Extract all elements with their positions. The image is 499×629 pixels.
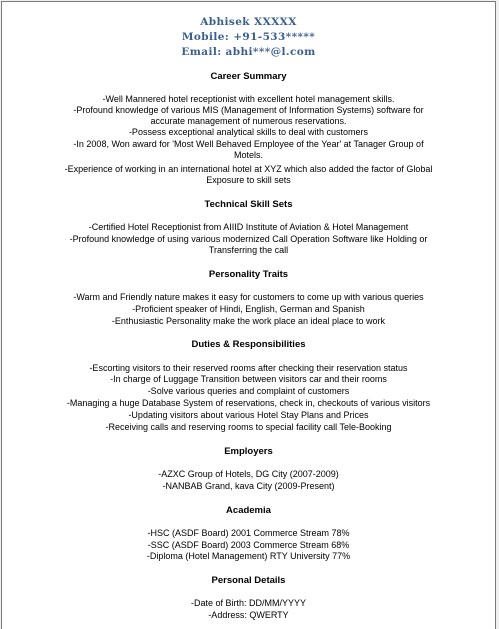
section-title-personality-traits: Personality Traits <box>208 269 289 280</box>
career-summary-line: Exposure to skill sets <box>206 175 291 185</box>
academia-line: -SSC (ASDF Board) 2003 Commerce Stream 68% <box>147 540 350 550</box>
employers-line: -NANBAB Grand, kava City (2009-Present) <box>162 481 335 491</box>
personal-details-line: -Date of Birth: DD/MM/YYYY <box>190 598 307 608</box>
career-summary-line: -Well Mannered hotel receptionist with excellent hotel management skills. <box>102 94 395 104</box>
mobile-number: Mobile: +91-533***** <box>181 31 316 43</box>
personal-details-line: -Address: QWERTY <box>208 610 289 620</box>
personality-traits-line: -Enthusiastic Personality make the work place an ideal place to work <box>111 316 386 326</box>
section-title-technical-skills: Technical Skill Sets <box>204 199 293 210</box>
section-title-career-summary: Career Summary <box>210 71 287 82</box>
academia-line: -HSC (ASDF Board) 2001 Commerce Stream 78% <box>147 528 350 538</box>
personality-traits-line: -Warm and Friendly nature makes it easy for customers to come up with various queries <box>73 292 424 302</box>
technical-skills-line: Transferring the call <box>208 245 289 255</box>
career-summary-line: -Experience of working in an international hotel at XYZ which also added the factor of Global <box>64 164 433 174</box>
personality-traits-line: -Proficient speaker of Hindi, English, German and Spanish <box>132 304 365 314</box>
email-address: Email: abhi***@l.com <box>181 46 316 58</box>
duties-line: -Managing a huge Database System of reservations, check in, checkouts of various visitors <box>66 398 431 408</box>
duties-line: -Updating visitors about various Hotel Stay Plans and Prices <box>128 410 369 420</box>
section-title-employers: Employers <box>224 446 273 457</box>
candidate-name: Abhisek XXXXX <box>200 16 297 28</box>
duties-line: -In charge of Luggage Transition between visitors car and their rooms <box>110 374 387 384</box>
career-summary-line: -In 2008, Won award for 'Most Well Behaved Employee of the Year' at Tanager Group of <box>73 139 424 149</box>
duties-line: -Escorting visitors to their reserved rooms after checking their reservation status <box>89 363 408 373</box>
career-summary-line: Motels. <box>233 150 263 160</box>
career-summary-line: -Profound knowledge of various MIS (Management of Information Systems) software for <box>73 105 424 115</box>
career-summary-line: accurate management of numerous reservations. <box>150 116 347 126</box>
academia-line: -Diploma (Hotel Management) RTY University 77% <box>146 551 351 561</box>
technical-skills-line: -Certified Hotel Receptionist from AIIID Institute of Aviation & Hotel Management <box>88 222 409 232</box>
technical-skills-line: -Profound knowledge of using various modernized Call Operation Software like Holding or <box>69 234 428 244</box>
career-summary-line: -Possess exceptional analytical skills to deal with customers <box>128 127 369 137</box>
resume-page <box>1 1 496 629</box>
duties-line: -Solve various queries and complaint of customers <box>147 386 350 396</box>
section-title-academia: Academia <box>226 505 271 516</box>
duties-line: -Receiving calls and reserving rooms to special facility call Tele-Booking <box>105 422 392 432</box>
section-title-personal-details: Personal Details <box>211 575 286 586</box>
section-title-duties: Duties & Responsibilities <box>191 339 306 350</box>
employers-line: -AZXC Group of Hotels, DG City (2007-2009) <box>158 469 339 479</box>
